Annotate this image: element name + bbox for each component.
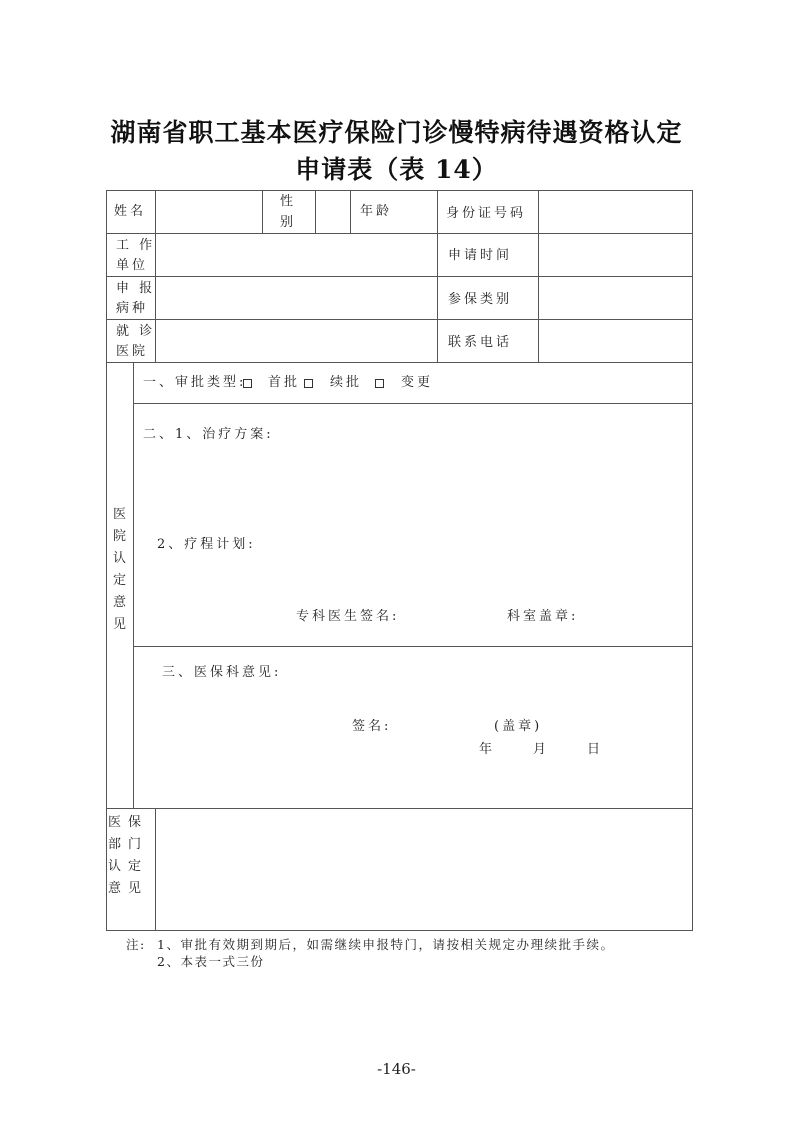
course-plan-label: 2、疗程计划: — [157, 537, 256, 552]
id-number-field[interactable] — [539, 191, 691, 233]
disease-label-bottom: 病种 — [116, 301, 149, 316]
phone-field[interactable] — [539, 320, 691, 362]
dept-seal-label: 科室盖章: — [507, 609, 579, 624]
page-number: -146- — [377, 1060, 416, 1078]
treatment-plan-label: 二、1、治疗方案: — [143, 427, 274, 442]
seal-label: (盖章) — [494, 719, 543, 734]
insurance-type-label: 参保类别 — [448, 292, 513, 307]
treatment-plan-field[interactable] — [140, 450, 685, 530]
age-field[interactable] — [400, 191, 436, 233]
hospital-field[interactable] — [156, 320, 436, 362]
phone-label: 联系电话 — [448, 335, 513, 350]
notes-prefix: 注: — [126, 937, 146, 952]
date-month-label: 月 — [533, 742, 550, 757]
insurance-section-opinion-label: 三、医保科意见: — [162, 665, 282, 680]
work-unit-field[interactable] — [156, 234, 436, 276]
approval-type-label: 一、审批类型: — [143, 375, 247, 390]
hospital-label-top: 就 诊 — [116, 324, 156, 339]
form-title-line1: 湖南省职工基本医疗保险门诊慢特病待遇资格认定 — [110, 118, 683, 147]
hospital-opinion-side-label: 医 院 认 定 意 见 — [113, 507, 127, 632]
age-label: 年龄 — [360, 204, 393, 219]
first-approval-checkbox[interactable] — [243, 379, 252, 388]
insurance-dept-opinion-field[interactable] — [156, 809, 691, 929]
work-unit-label-bottom: 单位 — [116, 258, 149, 273]
work-unit-label-top: 工 作 — [116, 238, 156, 253]
gender-field[interactable] — [316, 191, 349, 233]
name-field[interactable] — [156, 191, 261, 233]
id-number-label: 身份证号码 — [446, 206, 527, 221]
disease-label-top: 申 报 — [116, 281, 156, 296]
name-label: 姓名 — [114, 204, 147, 219]
note-line-2: 2、本表一式三份 — [157, 954, 265, 969]
doctor-signature-label: 专科医生签名: — [296, 609, 400, 624]
renew-approval-checkbox[interactable] — [304, 379, 313, 388]
disease-field[interactable] — [156, 277, 436, 319]
signature-label: 签名: — [352, 719, 392, 734]
insurance-dept-side-label-col1: 医 部 认 意 — [108, 815, 122, 896]
change-approval-label: 变更 — [401, 375, 434, 390]
date-day-label: 日 — [587, 742, 604, 757]
insurance-type-field[interactable] — [539, 277, 691, 319]
gender-label-bottom: 别 — [280, 215, 297, 230]
insurance-dept-side-label-col2: 保 门 定 见 — [128, 815, 142, 896]
gender-label-top: 性 — [280, 194, 297, 209]
renew-approval-label: 续批 — [330, 375, 363, 390]
note-line-1: 1、审批有效期到期后，如需继续申报特门，请按相关规定办理续批手续。 — [157, 937, 615, 952]
course-plan-field[interactable] — [140, 560, 685, 602]
hospital-label-bottom: 医院 — [116, 344, 149, 359]
apply-time-field[interactable] — [539, 234, 691, 276]
change-approval-checkbox[interactable] — [375, 379, 384, 388]
date-year-label: 年 — [479, 742, 496, 757]
form-title-line2: 申请表（表 14） — [295, 155, 498, 184]
insurance-section-opinion-field[interactable] — [140, 688, 685, 718]
first-approval-label: 首批 — [268, 375, 301, 390]
apply-time-label: 申请时间 — [448, 248, 513, 263]
